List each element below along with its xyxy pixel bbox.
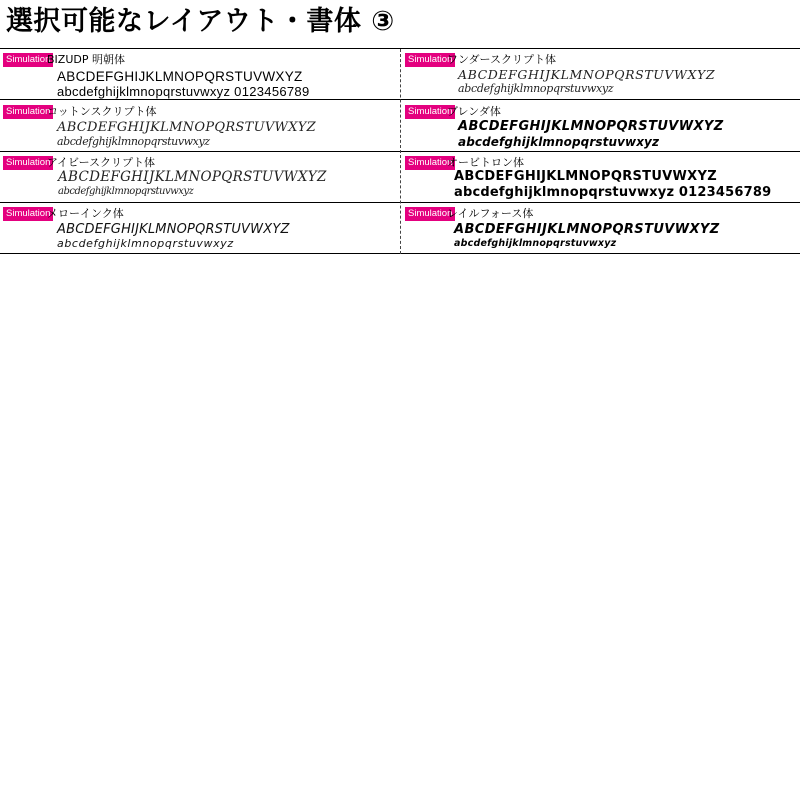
font-sample-ivy-script (0, 153, 398, 203)
font-name: ワンダースクリプト体 (447, 53, 557, 66)
font-sample-grid (0, 48, 800, 254)
font-name: レイルフォース体 (447, 207, 534, 220)
sample-uppercase: ABCDEFGHIJKLMNOPQRSTUVWXYZ (454, 222, 720, 237)
sample-uppercase: ABCDEFGHIJKLMNOPQRSTUVWXYZ (57, 222, 290, 237)
font-name: ブレンダ体 (447, 105, 501, 118)
sample-lowercase: abcdefghijklmnopqrstuvwxyz (58, 186, 194, 197)
sample-uppercase: ABCDEFGHIJKLMNOPQRSTUVWXYZ (57, 120, 316, 135)
sample-lowercase: abcdefghijklmnopqrstuvwxyz (458, 82, 614, 95)
simulation-badge: Simulation (405, 207, 455, 221)
simulation-badge: Simulation (3, 156, 53, 170)
simulation-badge: Simulation (405, 156, 455, 170)
simulation-badge: Simulation (3, 105, 53, 119)
font-sample-railforce (402, 204, 800, 254)
font-sample-orbitron (402, 153, 800, 203)
sample-uppercase: ABCDEFGHIJKLMNOPQRSTUVWXYZ (458, 119, 724, 134)
sample-uppercase: ABCDEFGHIJKLMNOPQRSTUVWXYZ (57, 69, 303, 84)
sample-lowercase: abcdefghijklmnopqrstuvwxyz (454, 238, 617, 249)
page-title: 選択可能なレイアウト・書体 ③ (6, 6, 395, 37)
font-sample-brenda (402, 102, 800, 152)
sample-uppercase: ABCDEFGHIJKLMNOPQRSTUVWXYZ (58, 169, 327, 185)
font-sample-cotton-script (0, 102, 398, 152)
font-sample-wonder-script (402, 50, 800, 100)
sample-lowercase: abcdefghijklmnopqrstuvwxyz (458, 135, 660, 149)
sample-uppercase: ABCDEFGHIJKLMNOPQRSTUVWXYZ (458, 67, 716, 82)
sample-lowercase: abcdefghijklmnopqrstuvwxyz 0123456789 (454, 185, 772, 200)
sample-lowercase: abcdefghijklmnopqrstuvwxyz (57, 237, 234, 250)
font-name: BIZUDP 明朝体 (47, 53, 125, 66)
font-name: コットンスクリプト体 (47, 105, 157, 118)
font-sample-mellow-ink (0, 204, 398, 254)
font-name: アイビースクリプト体 (47, 156, 156, 169)
simulation-badge: Simulation (3, 207, 53, 221)
sample-lowercase: abcdefghijklmnopqrstuvwxyz 0123456789 (57, 84, 310, 99)
font-name: メローインク体 (47, 207, 124, 220)
sample-lowercase: abcdefghijklmnopqrstuvwxyz (57, 135, 210, 148)
simulation-badge: Simulation (405, 105, 455, 119)
font-sample-bizudp-mincho (0, 50, 398, 100)
simulation-badge: Simulation (405, 53, 455, 67)
simulation-badge: Simulation (3, 53, 53, 67)
font-name: オービトロン体 (447, 156, 524, 169)
column-divider (400, 49, 401, 254)
sample-uppercase: ABCDEFGHIJKLMNOPQRSTUVWXYZ (454, 169, 717, 184)
